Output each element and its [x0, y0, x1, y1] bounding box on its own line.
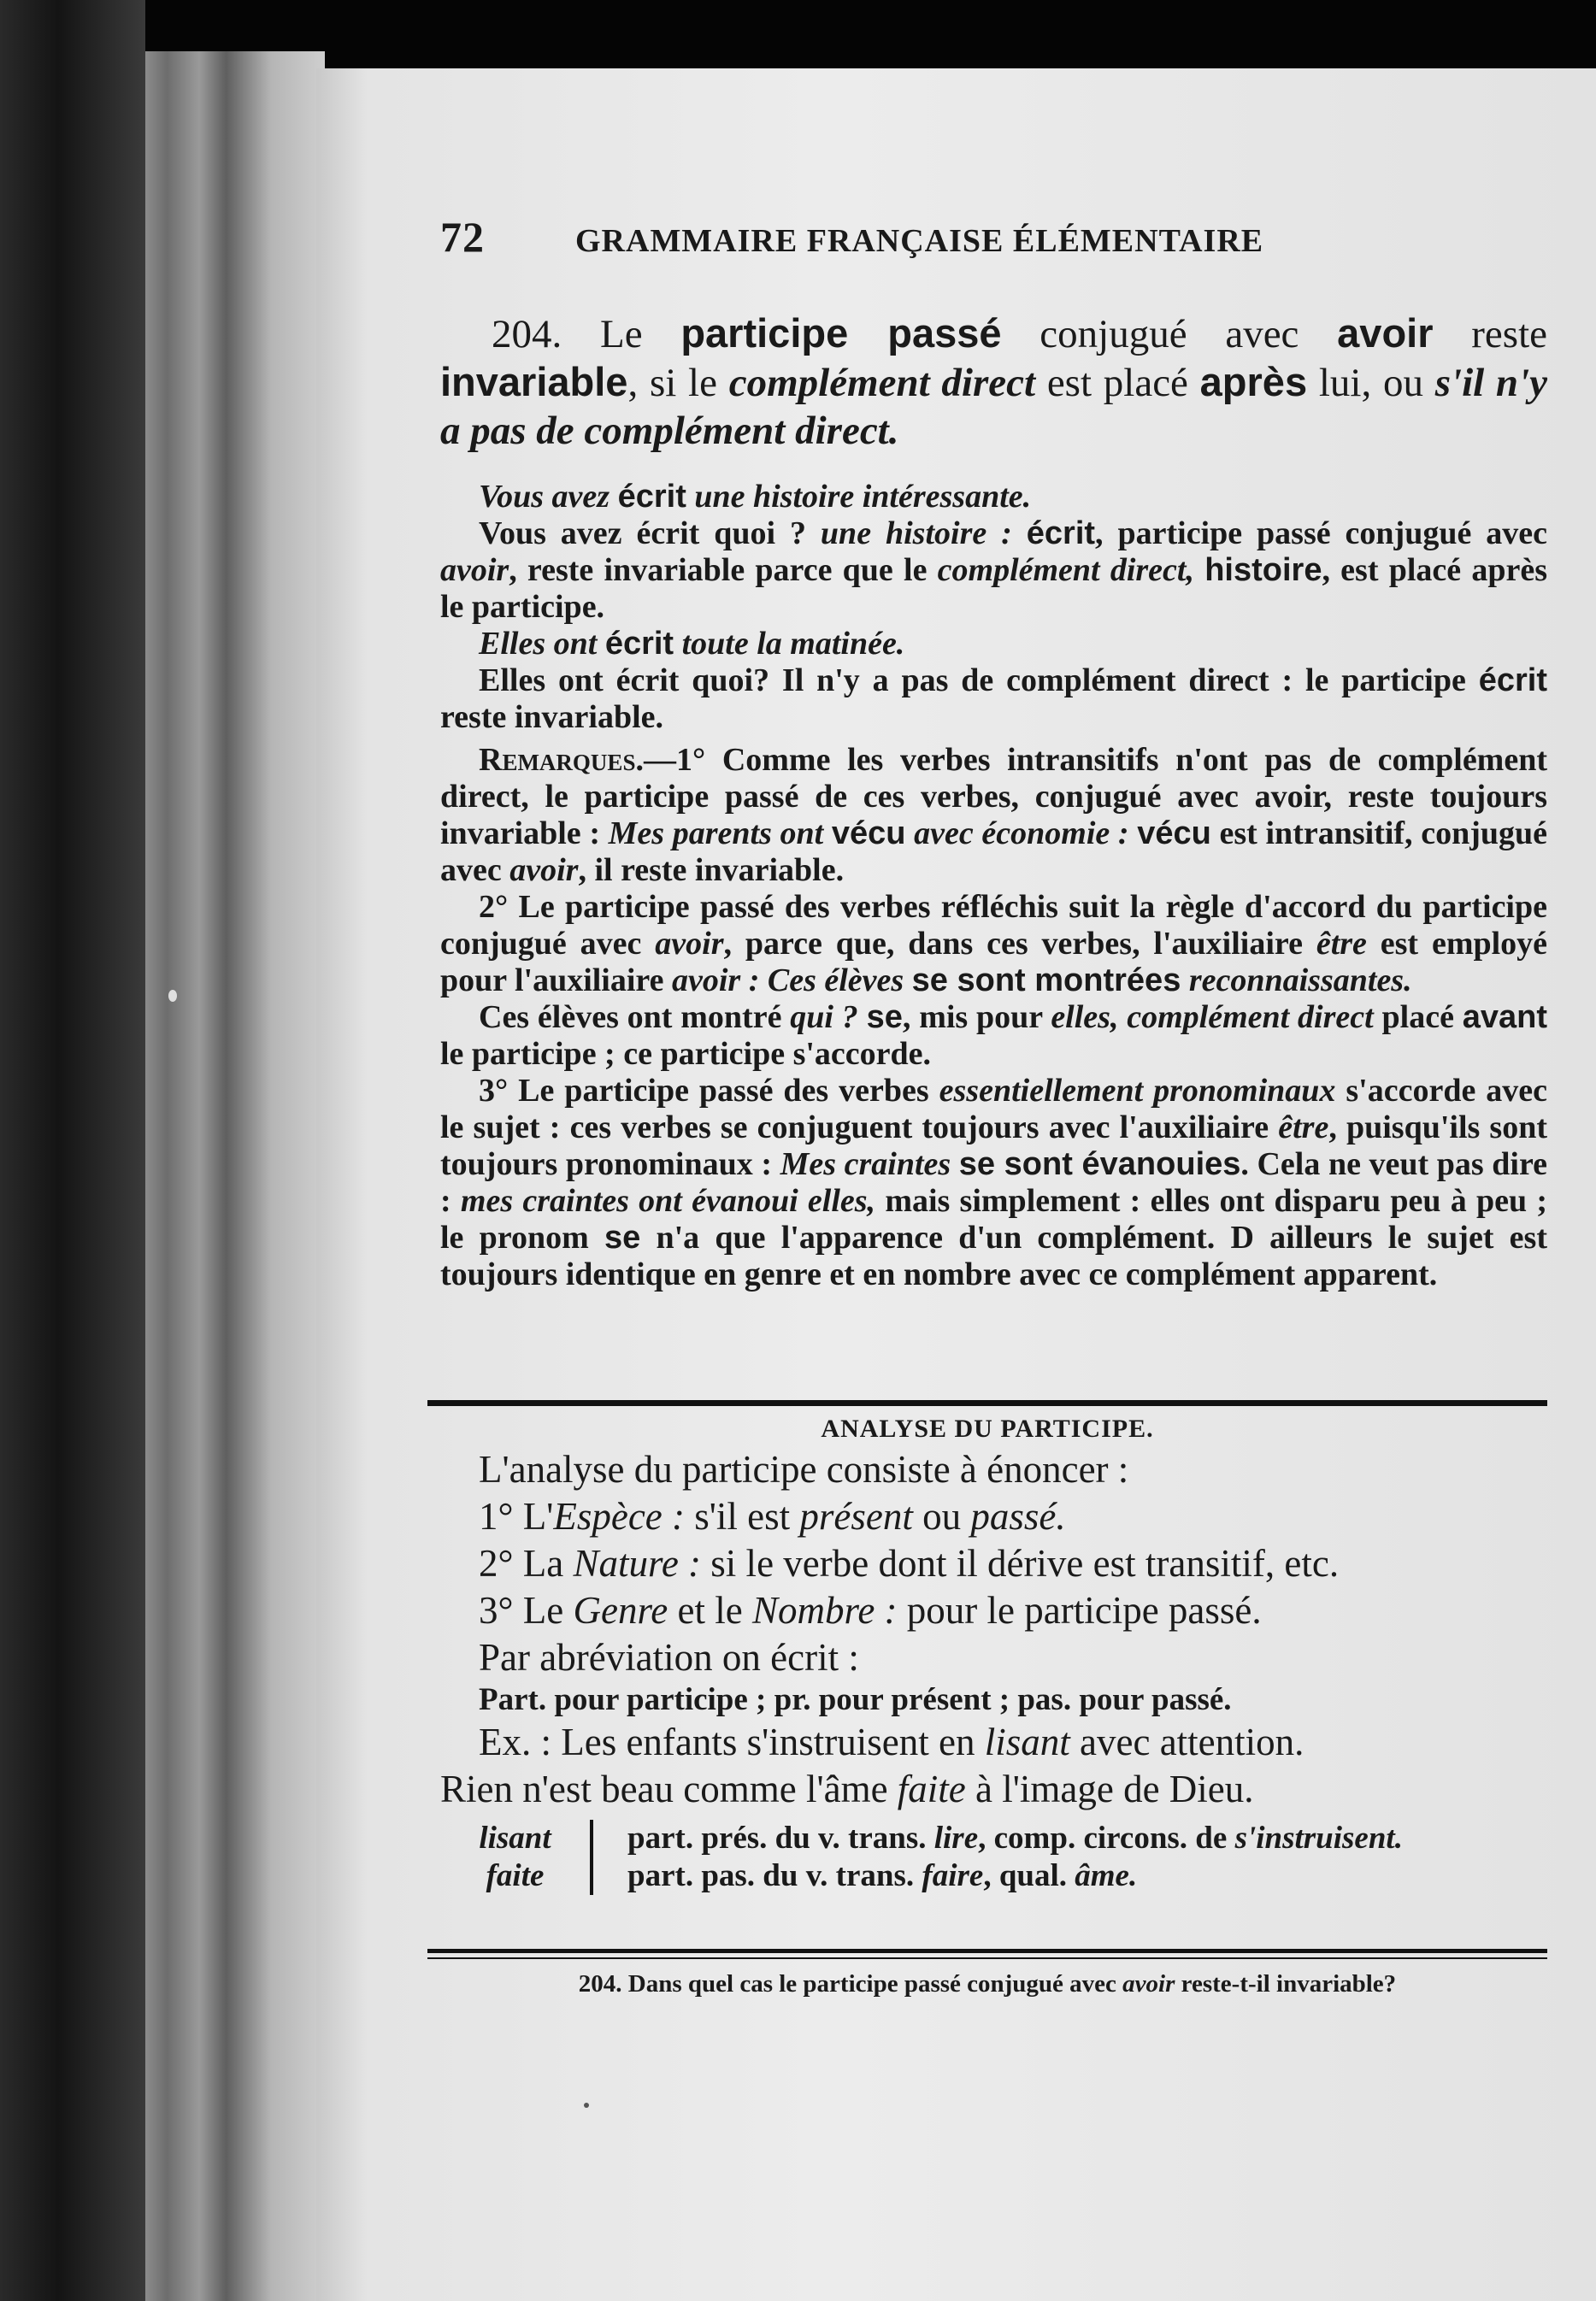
explanation-2: [440, 662, 1547, 736]
example-keyword: écrit: [617, 479, 686, 515]
book-spine-shadow: [145, 51, 325, 2301]
remarque-italic: Mes craintes: [780, 1146, 951, 1182]
remarque-text: 3° Le participe passé des verbes: [479, 1073, 929, 1109]
rule-text: est placé: [1046, 361, 1188, 405]
analyse-text: avec attention.: [1080, 1721, 1304, 1763]
rule-keyword: participe passé: [680, 310, 1002, 356]
dust-speck: [584, 2103, 589, 2108]
explanation-keyword: écrit: [1478, 662, 1548, 698]
example-text: Vous avez: [479, 479, 610, 515]
analyse-italic: présent: [799, 1495, 913, 1538]
remarque-italic: avec économie :: [914, 815, 1129, 851]
remarque-text: est employé pour l'auxiliaire: [440, 926, 1548, 998]
remarque-text: —1° Comme les verbes intransitifs n'ont pas de complément direct, le participe passé de ces verbes, conjugué avec avoir, reste toujours invariable :: [440, 742, 1547, 851]
analyse-italic: lisant: [984, 1721, 1070, 1763]
analysis-italic: s'instruisent.: [1234, 1821, 1403, 1856]
analyse-intro: L'analyse du participe consiste à énoncer :: [479, 1448, 1129, 1491]
analysis-word: lisant: [440, 1820, 592, 1857]
rule-text: Le: [600, 312, 643, 356]
remarque-italic: être: [1278, 1109, 1329, 1145]
examples-block: [440, 479, 1547, 736]
example-text: toute la matinée.: [681, 626, 905, 662]
remarque-italic: être: [1316, 926, 1367, 962]
remarques-label: Remarques.: [479, 742, 644, 778]
example-text: Elles ont: [479, 626, 598, 662]
bottom-rule: [427, 1949, 1547, 1953]
analysis-text: , comp. circons. de: [978, 1821, 1228, 1856]
rule-keyword: après: [1199, 359, 1308, 404]
remarque-italic: Ces élèves: [767, 962, 904, 998]
remarque-italic: elles, complément direct: [1051, 999, 1374, 1035]
example-1: [440, 479, 1547, 515]
remarque-keyword: se: [604, 1220, 641, 1256]
rule-keyword: invariable: [440, 359, 628, 404]
analyse-italic: Nature :: [573, 1542, 702, 1585]
remarque-text: , parce que, dans ces verbes, l'auxiliaire: [723, 926, 1303, 962]
analyse-text: 2° La: [479, 1542, 564, 1585]
analyse-text: Rien n'est beau comme l'âme: [440, 1768, 888, 1810]
remarque-italic: essentiellement pronominaux: [939, 1073, 1336, 1109]
explanation-italic: une histoire :: [820, 515, 1012, 551]
analyse-block: [440, 1446, 1547, 1895]
example-keyword: écrit: [604, 626, 674, 662]
explanation-1: [440, 515, 1547, 626]
analyse-text: 1° L': [479, 1495, 554, 1538]
remarque-1: [440, 742, 1547, 889]
remarque-italic: reconnaissantes.: [1188, 962, 1412, 998]
analysis-text: , qual.: [983, 1858, 1068, 1893]
remarque-keyword: vécu: [831, 815, 906, 851]
analysis-text: part. prés. du v. trans.: [627, 1821, 927, 1856]
scanner-left-border: [0, 0, 145, 2301]
explanation-text: Elles ont écrit quoi? Il n'y a pas de complément direct : le participe: [479, 662, 1466, 698]
explanation-text: Vous avez écrit quoi ?: [479, 515, 806, 551]
rule-italic: s'il n'y a pas de complément direct.: [440, 361, 1547, 453]
remarque-text: est intransitif, conjugué avec: [440, 815, 1547, 888]
analyse-text: si le verbe dont il dérive est transitif, etc.: [710, 1542, 1340, 1585]
analyse-text: et le: [677, 1589, 743, 1632]
analyse-italic: Genre: [573, 1589, 668, 1632]
review-question: [423, 1970, 1552, 1998]
example-text: une histoire intéressante.: [694, 479, 1032, 515]
analyse-italic: Nombre :: [751, 1589, 898, 1632]
remarque-keyword: vécu: [1137, 815, 1211, 851]
analyse-point-2: [440, 1540, 1547, 1587]
abbreviation-list: Part. pour participe ; pr. pour présent ; pas. pour passé.: [479, 1682, 1232, 1717]
remarques-block: [440, 742, 1547, 1293]
remarque-italic: qui ?: [790, 999, 858, 1035]
remarque-text: , puisqu'ils sont toujours pronominaux :: [440, 1109, 1548, 1182]
remarque-italic: mes craintes ont évanoui elles,: [460, 1183, 876, 1219]
page-number: 72: [440, 213, 485, 261]
question-text: reste-t-il invariable?: [1181, 1970, 1397, 1998]
analyse-point-3: [440, 1587, 1547, 1634]
analyse-example-2: [440, 1766, 1547, 1813]
remarque-text: 2° Le participe passé des verbes réfléchis suit la règle d'accord du participe conjugué avec: [440, 889, 1547, 962]
analysis-italic: faire: [922, 1858, 984, 1893]
section-divider: [427, 1400, 1547, 1406]
remarque-text: , il reste invariable.: [578, 852, 845, 888]
analysis-description: [592, 1857, 1403, 1895]
dust-speck: [168, 990, 177, 1002]
remarque-text: n'a que l'apparence d'un complément. D ailleurs le sujet est toujours identique en genre et en nombre avec ce complément apparent.: [440, 1220, 1547, 1292]
remarque-text: . Cela ne veut pas dire :: [440, 1146, 1548, 1219]
explanation-keyword: écrit: [1026, 515, 1096, 551]
remarque-text: mais simplement : elles ont disparu peu à peu ; le pronom: [440, 1183, 1548, 1256]
analyse-text: Ex. : Les enfants s'instruisent en: [479, 1721, 975, 1763]
analyse-text: ou: [922, 1495, 962, 1538]
table-row: [440, 1857, 1403, 1895]
remarque-text: placé: [1381, 999, 1454, 1035]
remarque-italic: avoir: [509, 852, 579, 888]
explanation-text: reste invariable.: [440, 699, 664, 735]
analyse-text: 3° Le: [479, 1589, 564, 1632]
rule-text: conjugué avec: [1039, 312, 1299, 356]
remarque-keyword: se sont évanouies: [958, 1146, 1241, 1182]
remarque-italic: Mes parents ont: [608, 815, 824, 851]
question-text: Dans quel cas le participe passé conjugué avec: [627, 1970, 1116, 1998]
explanation-text: , participe passé conjugué avec: [1095, 515, 1548, 551]
explanation-text: , reste invariable parce que le: [509, 552, 928, 588]
analyse-example-1: [440, 1719, 1547, 1766]
analysis-italic: âme.: [1075, 1858, 1138, 1893]
bottom-rule-thin: [427, 1957, 1547, 1959]
remarque-text: le participe ; ce participe s'accorde.: [440, 1036, 932, 1072]
rule-keyword: avoir: [1337, 310, 1434, 356]
rule-text: lui, ou: [1318, 361, 1423, 405]
remarque-2-explanation: [440, 999, 1547, 1073]
example-2: [440, 626, 1547, 662]
analyse-italic: passé.: [970, 1495, 1066, 1538]
rule-text: reste: [1471, 312, 1547, 356]
analysis-italic: lire: [933, 1821, 979, 1856]
analyse-italic: Espèce :: [553, 1495, 685, 1538]
remarque-italic: avoir: [655, 926, 724, 962]
analysis-word: faite: [440, 1857, 592, 1895]
analysis-table: [440, 1820, 1403, 1895]
analyse-text: à l'image de Dieu.: [975, 1768, 1254, 1810]
analyse-point-1: [440, 1493, 1547, 1540]
running-title: GRAMMAIRE FRANÇAISE ÉLÉMENTAIRE: [575, 223, 1264, 259]
analyse-text: pour le participe passé.: [906, 1589, 1262, 1632]
remarque-3: [440, 1073, 1547, 1293]
rule-text: , si le: [627, 361, 717, 405]
remarque-text: , mis pour: [902, 999, 1043, 1035]
table-row: [440, 1820, 1403, 1857]
remarque-text: s'accorde avec le sujet : ces verbes se conjuguent toujours avec l'auxiliaire: [440, 1073, 1548, 1145]
analyse-italic: faite: [897, 1768, 966, 1810]
remarque-italic: avoir :: [671, 962, 760, 998]
rule-number: 204.: [492, 312, 562, 356]
analysis-text: part. pas. du v. trans.: [627, 1858, 915, 1893]
abbreviation-intro: Par abréviation on écrit :: [479, 1636, 859, 1679]
analysis-description: [592, 1820, 1403, 1857]
remarque-keyword: avant: [1462, 999, 1548, 1035]
rule-italic: complément direct: [728, 361, 1036, 405]
question-italic: avoir: [1122, 1970, 1175, 1998]
remarque-text: Ces élèves ont montré: [479, 999, 782, 1035]
rule-204-paragraph: [440, 309, 1547, 455]
remarque-keyword: se sont montrées: [911, 962, 1181, 998]
explanation-italic: complément direct,: [937, 552, 1194, 588]
explanation-keyword: histoire: [1204, 552, 1322, 588]
remarque-2: [440, 889, 1547, 999]
analyse-text: s'il est: [694, 1495, 791, 1538]
question-number: 204.: [578, 1970, 622, 1998]
running-header: [440, 212, 1547, 263]
analyse-title: ANALYSE DU PARTICIPE.: [821, 1415, 1154, 1443]
explanation-text: , est placé après le participe.: [440, 552, 1547, 625]
explanation-italic: avoir: [440, 552, 509, 588]
remarque-keyword: se: [866, 999, 903, 1035]
